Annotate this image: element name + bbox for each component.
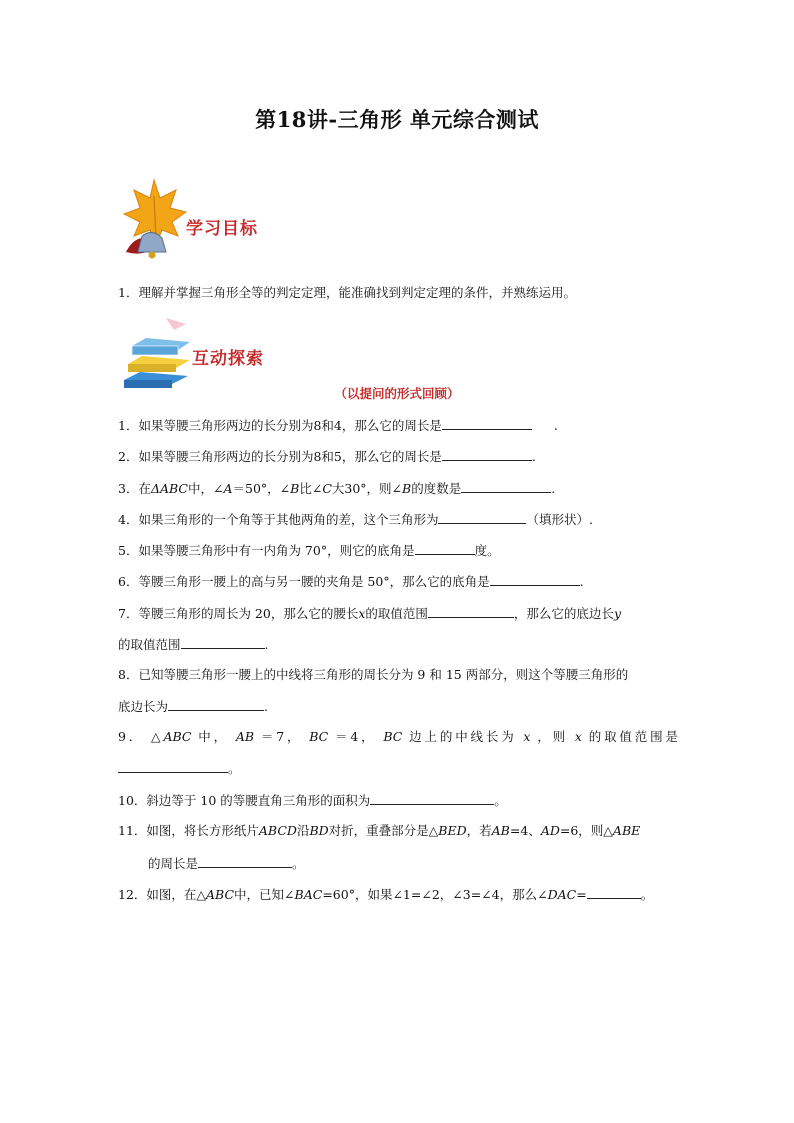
goal-item-1: 1．理解并掌握三角形全等的判定定理，能准确找到判定定理的条件，并熟练运用。 [118, 285, 576, 300]
answer-blank[interactable] [490, 573, 580, 586]
question-7: 7．等腰三角形的周长为 20，那么它的腰长x的取值范围 ，那么它的底边长y [118, 606, 621, 621]
question-8: 8．已知等腰三角形一腰上的中线将三角形的周长分为 9 和 15 两部分，则这个等腰三角形的 [118, 667, 629, 682]
answer-blank[interactable] [415, 542, 475, 555]
answer-blank[interactable] [461, 480, 551, 493]
interactive-explore-badge [118, 314, 278, 394]
question-6: 6．等腰三角形一腰上的高与另一腰的夹角是 50°，那么它的底角是 . [118, 574, 584, 589]
answer-blank[interactable] [370, 792, 494, 805]
question-5: 5．如果等腰三角形中有一内角为 70°，则它的底角是 度。 [118, 543, 500, 558]
question-9: 9． △ABC 中， AB ＝7， BC ＝4， BC 边上的中线长为 x ，则 x 的取值范围是 [118, 729, 678, 744]
answer-blank[interactable] [181, 636, 265, 649]
question-11-cont: 的周长是 。 [148, 856, 305, 871]
learning-goals-badge [118, 176, 278, 262]
section-hint: （以提问的形式回顾） [334, 386, 460, 401]
answer-blank[interactable] [198, 855, 292, 868]
answer-blank[interactable] [428, 605, 514, 618]
learning-goals-heading: 学习目标 [186, 219, 258, 239]
question-10: 10．斜边等于 10 的等腰直角三角形的面积为 。 [118, 793, 507, 808]
maple-leaf-bell-icon [118, 176, 188, 262]
question-7-cont: 的取值范围 . [118, 637, 269, 652]
question-8-cont: 底边长为 . [118, 699, 268, 714]
question-2: 2．如果等腰三角形两边的长分别为8和5，那么它的周长是 . [118, 449, 536, 464]
answer-blank[interactable] [168, 698, 264, 711]
question-4: 4．如果三角形的一个角等于其他两角的差，这个三角形为 （填形状）. [118, 512, 593, 527]
question-11: 11．如图，将长方形纸片ABCD沿BD对折，重叠部分是△BED，若AB=4、AD=6，则△ABE [118, 823, 641, 838]
answer-blank[interactable] [438, 511, 526, 524]
answer-blank[interactable] [442, 448, 532, 461]
books-icon [118, 314, 194, 394]
question-3: 3．在ΔABC中，∠A＝50°，∠B比∠C大30°，则∠B的度数是 . [118, 481, 556, 496]
question-1: 1．如果等腰三角形两边的长分别为8和4，那么它的周长是 . [118, 418, 558, 433]
question-9-cont: 。 [118, 760, 678, 777]
answer-blank[interactable] [442, 417, 532, 430]
question-12: 12．如图，在△ABC中，已知∠BAC=60°，如果∠1=∠2，∠3=∠4，那么∠DAC= 。 [118, 887, 654, 902]
answer-blank[interactable] [118, 760, 228, 773]
interactive-explore-heading: 互动探索 [192, 349, 264, 369]
answer-blank[interactable] [587, 886, 641, 899]
page-title: 第18讲-三角形 单元综合测试 [255, 107, 539, 132]
